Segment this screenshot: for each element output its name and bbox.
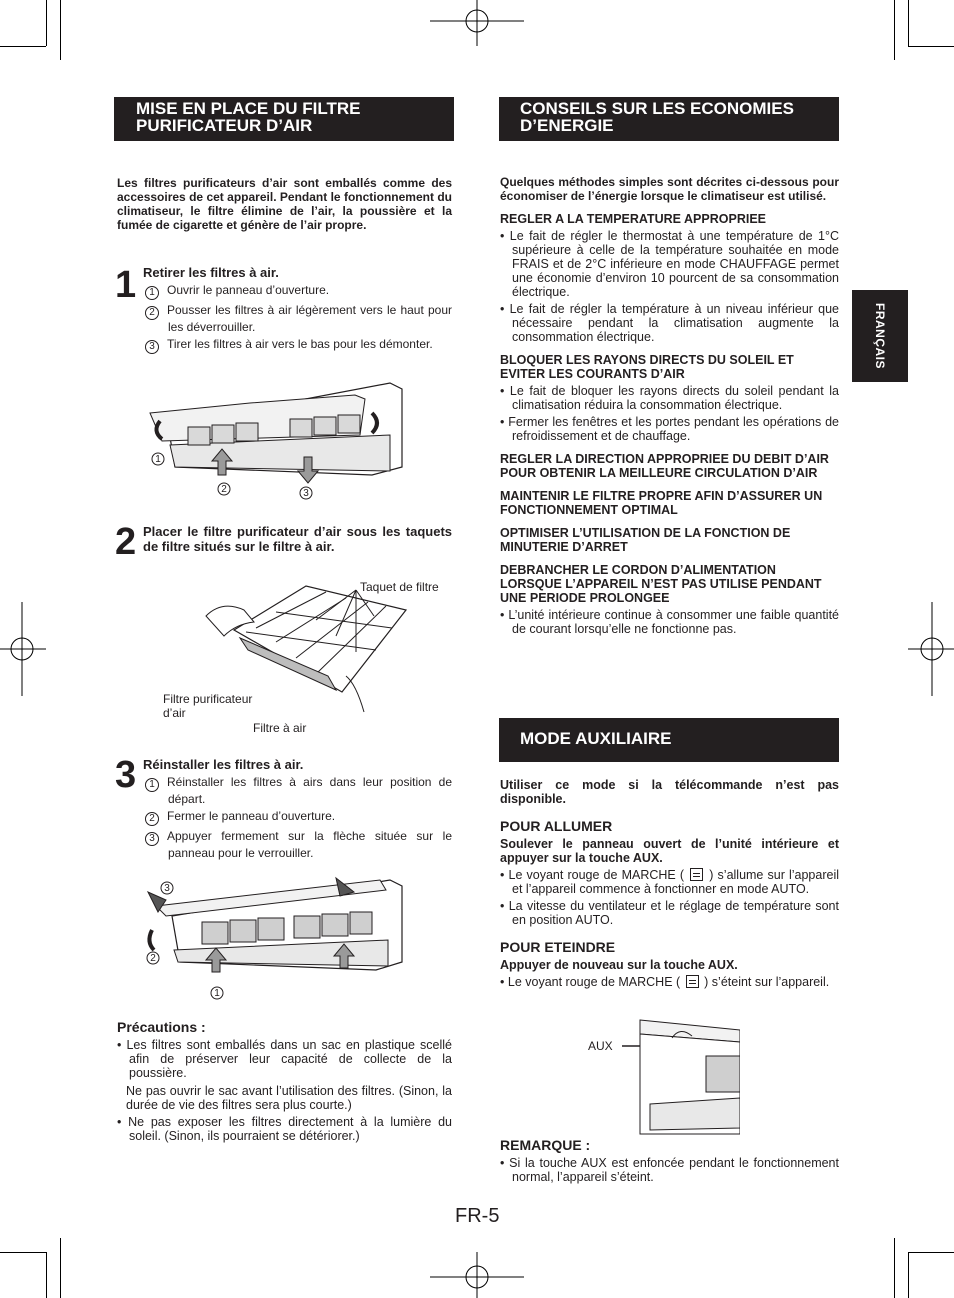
step-3 [143,757,452,860]
bullet: • [500,415,505,429]
tip-item [500,302,839,344]
step-number-2: 2 [115,521,136,563]
run-indicator-icon [690,868,703,881]
section-header-filter [114,97,454,141]
tip-text: Le fait de bloquer les rayons directs du soleil pendant la climatisation réduira la consommation électrique. [509,384,839,412]
step-2-title: Placer le filtre purificateur d’air sous les taquets de filtre situés sur le filtre à air. [143,524,452,554]
tip-heading: REGLER A LA TEMPERATURE APPROPRIEE [500,212,766,226]
precaution-text: Ne pas ouvrir le sac avant l’utilisation des filtres. (Sinon, la durée de vie des filtres sera plus courte.) [126,1084,452,1112]
switch-on-item [500,899,839,927]
tip-text: Le fait de régler la température à un niveau inférieur que nécessaire pendant la climatisation augmente la consommation électrique. [509,302,839,344]
text: La vitesse du ventilateur et le réglage de température sont en position AUTO. [508,899,839,927]
text: ) s’éteint sur l’appareil. [704,975,830,989]
tip-item [500,415,839,443]
circled-number: 3 [145,832,159,846]
figure-callout-3: 3 [164,883,170,894]
figure-callout-2: 2 [150,953,156,964]
bullet: • [500,229,505,243]
step-1-item [143,337,452,354]
label-filter-tab: Taquet de filtre [360,580,439,594]
step-1-item-text: Ouvrir le panneau d’ouverture. [167,283,330,297]
tip-text: Le fait de régler le thermostat à une température de 1°C supérieure à celle de la température souhaitée en mode FRAIS et de 2°C inférieure en mode CHAUFFAGE permet une économie d’environ 10 pourcent de sa consommation électrique. [509,229,839,299]
bullet: • [500,1156,505,1170]
step-number-1: 1 [115,264,136,306]
step-1 [143,265,452,354]
section-header-energy [499,97,839,141]
precautions [117,1019,452,1143]
circled-number: 2 [145,306,159,320]
tip-heading: OPTIMISER L’UTILISATION DE LA FONCTION DE MINUTERIE D’ARRET [500,526,791,554]
step-3-item [143,775,452,806]
aux-intro: Utiliser ce mode si la télécommande n’est pas disponible. [500,778,839,806]
energy-intro: Quelques méthodes simples sont décrites ci-dessous pour économiser de l’énergie lorsque le climatiseur est utilisé. [500,175,839,203]
precaution-text: Les filtres sont emballés dans un sac en plastique scellé afin de préserver leur capacité de collecte de la poussière. [126,1038,452,1080]
registration-mark-left [0,602,46,696]
step-3-item [143,809,452,826]
precaution-item [117,1115,452,1143]
step-1-item [143,283,452,300]
filter-intro: Les filtres purificateurs d’air sont emballés comme des accessoires de cet appareil. Pendant le fonctionnement du climatiseur, le filtre élimine de l’air, la poussière et la fumée de cigarette et génère de l’air propre. [117,176,452,232]
ac-unit-filter-removal-illustration [140,375,410,505]
figure-callout-2: 2 [221,484,227,495]
switch-off-title: POUR ETEINDRE [500,939,616,955]
ac-unit-reinstall-illustration [140,870,410,1000]
tip-item [500,608,839,636]
step-1-item [143,303,452,334]
circled-number: 3 [145,340,159,354]
switch-on-title: POUR ALLUMER [500,818,613,834]
step-3-item-text: Appuyer fermement sur la flèche située sur le panneau pour le verrouiller. [167,829,452,860]
text: Le voyant rouge de MARCHE ( [507,975,681,989]
remark-item [500,1156,839,1184]
bullet: • [500,899,505,913]
switch-off-instruction: Appuyer de nouveau sur la touche AUX. [500,958,738,972]
step-1-item-text: Tirer les filtres à air vers le bas pour les démonter. [167,337,433,351]
switch-on-instruction: Soulever le panneau ouvert de l’unité intérieure et appuyer sur la touche AUX. [500,837,839,865]
label-air-purifying-filter: Filtre purificateur d’air [163,692,253,720]
figure-callout-3: 3 [303,488,309,499]
precautions-title: Précautions : [117,1019,206,1035]
step-3-item-text: Fermer le panneau d’ouverture. [167,809,336,823]
aux-mode [500,778,839,989]
remark-title: REMARQUE : [500,1137,591,1153]
tip-heading: REGLER LA DIRECTION APPROPRIEE DU DEBIT D’AIR POUR OBTENIR LA MEILLEURE CIRCULATION D’AIR [500,452,829,480]
page-number: FR-5 [455,1205,500,1227]
tip-heading: MAINTENIR LE FILTRE PROPRE AFIN D’ASSURER UN FONCTIONNEMENT OPTIMAL [500,489,823,517]
tip-item [500,384,839,412]
step-3-title: Réinstaller les filtres à air. [143,757,304,772]
header-line-1: MISE EN PLACE DU FILTRE [136,99,361,118]
bullet: • [117,1115,122,1129]
header-line-1: MODE AUXILIAIRE [520,729,672,748]
bullet: • [117,1038,122,1052]
aux-button-illustration [620,1018,740,1136]
header-line-2: PURIFICATEUR D’AIR [136,116,313,135]
precaution-text: Ne pas exposer les filtres directement à la lumière du soleil. (Sinon, ils pourraient se détériorer.) [128,1115,452,1143]
text: ) s’allume sur l’appareil et l’appareil commence à fonctionner en mode AUTO. [512,868,840,896]
figure-callout-1: 1 [155,454,161,465]
section-header-aux-mode [499,718,839,762]
header-line-1: CONSEILS SUR LES ECONOMIES [520,99,794,118]
bullet: • [500,608,505,622]
bullet: • [500,868,505,882]
circled-number: 2 [145,812,159,826]
energy-tips [500,175,839,636]
remark-text: Si la touche AUX est enfoncée pendant le fonctionnement normal, l’appareil s’éteint. [509,1156,839,1184]
tip-heading: DEBRANCHER LE CORDON D’ALIMENTATION LORSQUE L’APPAREIL N’EST PAS UTILISE PENDANT UNE PERIODE PROLONGEE [500,563,822,605]
text: Le voyant rouge de MARCHE ( [508,868,685,882]
language-tab-label: FRANÇAIS [873,303,887,369]
remark [500,1137,839,1184]
tip-text: Fermer les fenêtres et les portes pendant les opérations de refroidissement et de chauffage. [508,415,839,443]
run-indicator-icon [686,975,699,988]
step-number-3: 3 [115,754,136,796]
switch-off-item [500,975,839,989]
step-3-item [143,829,452,860]
registration-mark-top [430,0,524,46]
circled-number: 1 [145,286,159,300]
tip-heading: BLOQUER LES RAYONS DIRECTS DU SOLEIL ET EVITER LES COURANTS D’AIR [500,353,794,381]
bullet: • [500,302,505,316]
figure-callout-1: 1 [214,988,220,999]
tip-item [500,229,839,299]
circled-number: 1 [145,778,159,792]
switch-on-item [500,868,839,896]
precaution-item [117,1038,452,1080]
bullet: • [500,384,505,398]
header-line-2: D’ENERGIE [520,116,614,135]
step-3-item-text: Réinstaller les filtres à airs dans leur position de départ. [167,775,452,806]
registration-mark-right [908,602,954,696]
tip-text: L’unité intérieure continue à consommer une faible quantité de courant lorsqu’elle ne fonctionne pas. [508,608,839,636]
bullet: • [500,975,505,989]
step-1-item-text: Pousser les filtres à air légèrement vers le haut pour les déverrouiller. [167,303,452,334]
label-aux-button: AUX [588,1039,613,1053]
step-1-title: Retirer les filtres à air. [143,265,279,280]
language-tab [852,290,908,382]
label-air-filter: Filtre à air [253,721,307,735]
registration-mark-bottom [430,1252,524,1298]
